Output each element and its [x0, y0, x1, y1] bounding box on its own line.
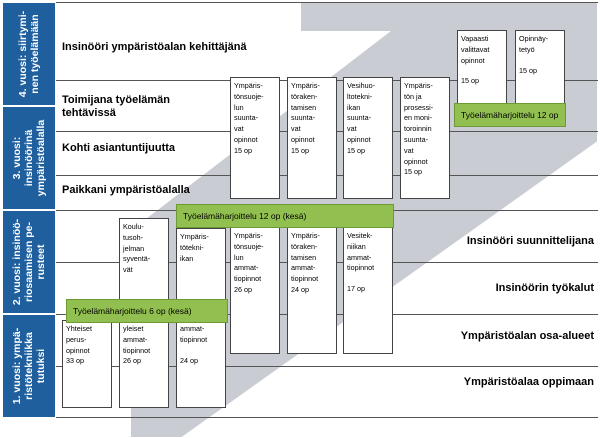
course-box: Opinnäy- tetyö 15 op	[515, 30, 565, 120]
row-title-tyokalut: Insinöörin työkalut	[495, 282, 594, 294]
year-4-label: 4. vuosi: siirtymi- nen työelämään	[2, 2, 56, 106]
year-1-label: 1. vuosi: ympä- ristötekniikka tutuksi	[2, 314, 56, 418]
course-box: yleiset ammat- tiopinnot 26 op	[119, 320, 169, 408]
row-title-paikkani: Paikkani ympäristöalalla	[62, 184, 190, 196]
course-box: Ympäris- tönsuoje- lun ammat- tiopinnot 26 op	[230, 227, 280, 354]
year-2-label: 2. vuosi: insinöö- riosaamisen pe- rusteet	[2, 210, 56, 314]
course-box: Vapaasti valittavat opinnot 15 op	[457, 30, 507, 120]
course-box: ammat- tiopinnot 24 op	[176, 320, 226, 408]
row-title-suunnittelijana: Insinööri suunnittelijana	[466, 235, 594, 247]
course-box: Yhteiset perus- opinnot 33 op	[62, 320, 112, 408]
practice-bar-year1: Työelämäharjoittelu 6 op (kesä)	[66, 299, 228, 323]
row-title-osa-alueet: Ympäristöalan osa-alueet	[460, 330, 594, 342]
row-title-oppimaan: Ympäristöalaa oppimaan	[463, 376, 594, 388]
course-box: Ympäris- tötekni- ikan	[176, 228, 226, 308]
year-3-label: 3. vuosi: insinöörinä ympäristöalalla	[2, 106, 56, 210]
course-box: Ympäris- töraken- tamisen ammat- tiopinnot 24 op	[287, 227, 337, 354]
course-box: Vesitek- niikan ammat- tiopinnot 17 op	[343, 227, 393, 354]
row-title-kehittaja: Insinööri ympäristöalan kehittäjänä	[62, 41, 247, 53]
course-box: Vesihuo- ltotekni- ikan suunta- vat opinnot 15 op	[343, 77, 393, 199]
course-box: Koulu- tusoh- jelman syventä- vät	[119, 218, 169, 310]
practice-bar-year4: Työelämäharjoittelu 12 op	[454, 103, 566, 127]
row-title-asiantuntijuutta: Kohti asiantuntijuutta	[62, 142, 176, 154]
course-box: Ympäris- tön ja prosessi- en moni- toroinnin suunta- vat opinnot 15 op	[400, 77, 450, 199]
course-box: Ympäris- tönsuoje- lun suunta- vat opinnot 15 op	[230, 77, 280, 199]
course-box: Ympäris- töraken- tamisen suunta- vat opinnot 15 op	[287, 77, 337, 199]
row-title-toimijana: Toimijana työelämän tehtävissä	[62, 94, 170, 119]
practice-bar-year2: Työelämäharjoittelu 12 op (kesä)	[176, 204, 394, 228]
